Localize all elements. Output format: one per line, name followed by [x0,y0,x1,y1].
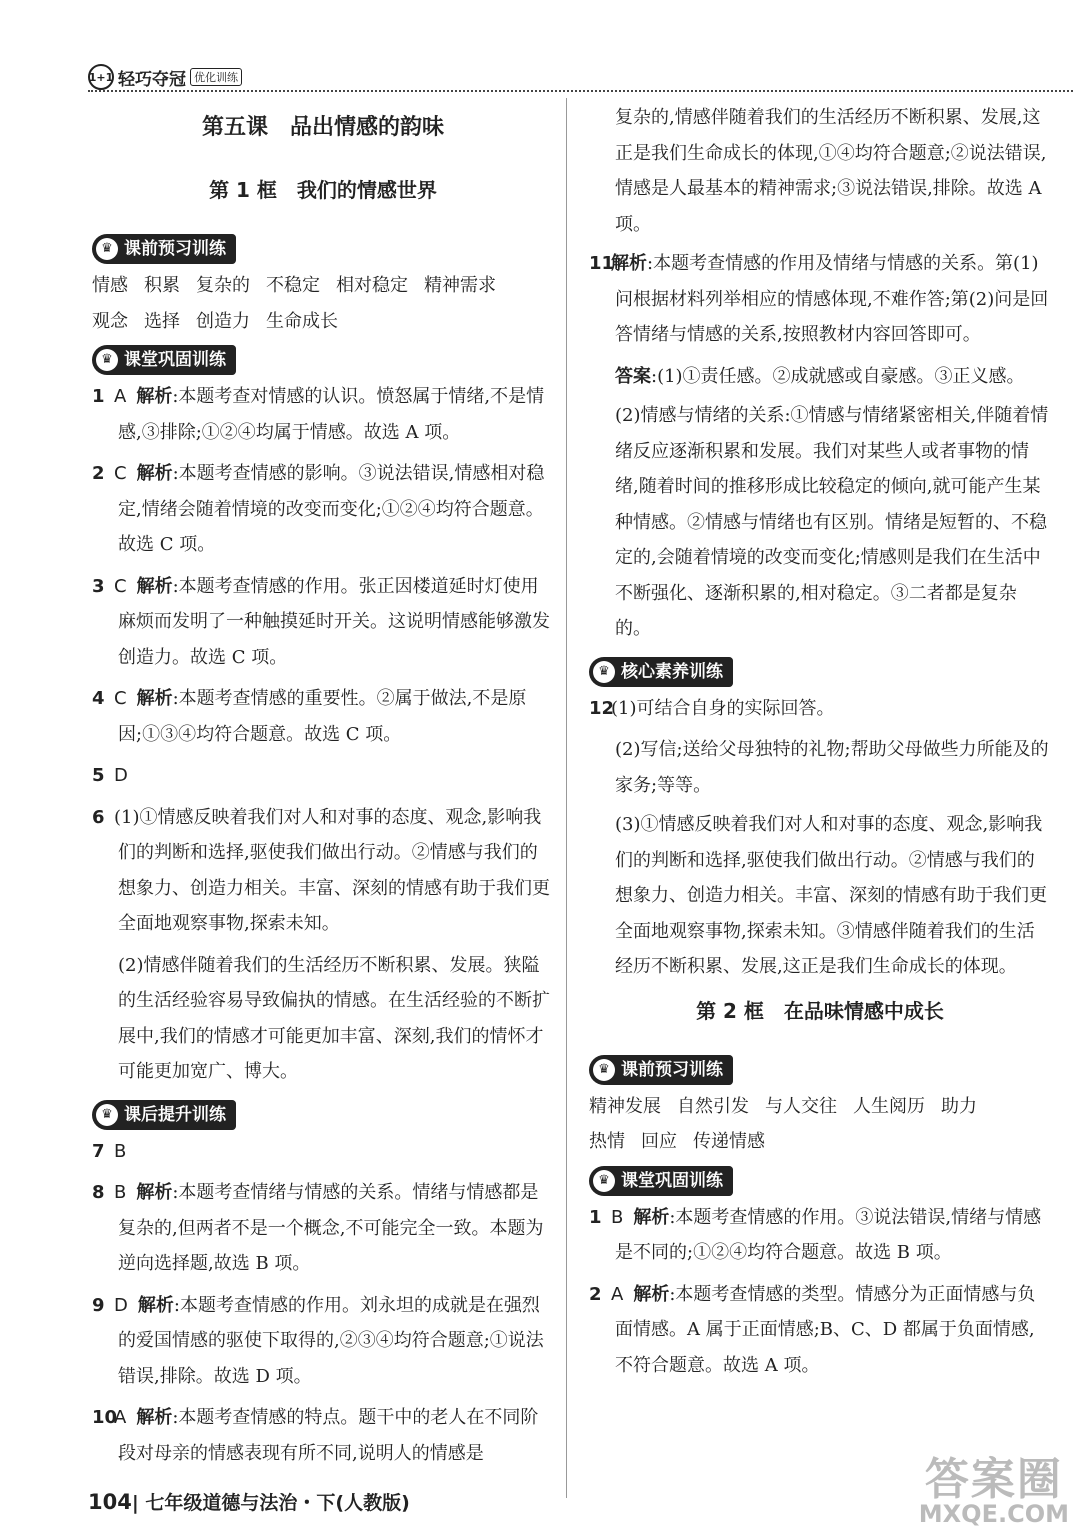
section-classroom-2: ♛ 课堂巩固训练 [589,1166,733,1196]
frame-title: 第 1 框 我们的情感世界 [209,178,437,202]
keyword-line: 热情 回应 传递情感 [589,1131,765,1152]
right-column [589,100,1051,1389]
answer-item: 5 D [92,765,128,786]
section-preview: ♛ 课前预习训练 [92,234,236,264]
brand-name: 轻巧夺冠 [118,69,186,90]
answer-item: 6 (1)①情感反映着我们对人和对事的态度、观念,影响我们的判断和选择,驱使我们做出行动。②情感与我们的想象力、创造力相关。丰富、深刻的情感有助于我们更全面地观察事物,探索未知。 [92,806,550,934]
crown-icon: ♛ [593,661,615,683]
keyword-line: 情感 积累 复杂的 不稳定 相对稳定 精神需求 [92,275,496,296]
book-title: 七年级道德与法治・下(人教版) [145,1492,410,1514]
brand-logo: 1+1 [88,64,114,90]
answer-item: 10A 解析:本题考查情感的特点。题干中的老人在不同阶段对母亲的情感表现有所不同,说明人的情感是 [92,1407,539,1464]
answer-paragraph: 复杂的,情感伴随着我们的生活经历不断积累、发展,这正是我们生命成长的体现,①④均符合题意;②说法错误,情感是人最基本的精神需求;③说法错误,排除。故选 A 项。 [615,107,1047,235]
answer-paragraph: 答案:(1)①责任感。②成就感或自豪感。③正义感。 [615,365,1025,387]
section-preview-2: ♛ 课前预习训练 [589,1055,733,1085]
answer-item: 7 B [92,1140,127,1162]
answer-item: 9 D 解析:本题考查情感的作用。刘永坦的成就是在强烈的爱国情感的驱使下取得的,②③④均符合题意;①说法错误,排除。故选 D 项。 [92,1294,544,1387]
crown-icon: ♛ [96,349,118,371]
crown-icon: ♛ [593,1170,615,1192]
answer-paragraph: (2)写信;送给父母独特的礼物;帮助父母做些力所能及的家务;等等。 [615,739,1049,796]
section-classroom: ♛ 课堂巩固训练 [92,345,236,375]
answer-item: 12(1)可结合自身的实际回答。 [589,697,835,719]
left-column [92,100,554,1477]
page-number: 104 [88,1490,132,1514]
answer-item: 11解析:本题考查情感的作用及情绪与情感的关系。第(1)问根据材料列举相应的情感体现,不难作答;第(2)问是回答情绪与情感的关系,按照教材内容回答即可。 [589,253,1049,345]
frame2-title: 第 2 框 在品味情感中成长 [696,998,944,1023]
watermark: 答案圈 MXQE.COM [918,1454,1069,1528]
lesson-title: 第五课 品出情感的韵味 [201,115,444,140]
crown-icon: ♛ [96,1104,118,1126]
answer-item: 8 B 解析:本题考查情绪与情感的关系。情绪与情感都是复杂的,但两者不是一个概念,不可能完全一致。本题为逆向选择题,故选 B 项。 [92,1182,544,1274]
header-rule [88,90,1073,92]
answer-item: 4 C 解析:本题考查情感的重要性。②属于做法,不是原因;①③④均符合题意。故选 C 项。 [92,688,527,745]
page-footer: 104| 七年级道德与法治・下(人教版) [88,1490,410,1514]
answer-item: 1 B 解析:本题考查情感的作用。③说法错误,情绪与情感是不同的;①②④均符合题意。故选 B 项。 [589,1206,1042,1263]
column-divider [566,98,567,1498]
answer-paragraph: (2)情感与情绪的关系:①情感与情绪紧密相关,伴随着情绪反应逐渐积累和发展。我们对某些人或者事物的情绪,随着时间的推移形成比较稳定的倾向,就可能产生某种情感。②情感与情绪也有区别。情绪是短暂的、不稳定的,会随着情境的改变而变化;情感则是我们在生活中不断强化、逐渐积累的,相对稳定。③二者都是复杂的。 [615,405,1049,639]
crown-icon: ♛ [96,238,118,260]
section-after-class: ♛ 课后提升训练 [92,1100,236,1130]
answer-item: 1 A 解析:本题考查对情感的认识。愤怒属于情绪,不是情感,③排除;①②④均属于情感。故选 A 项。 [92,386,545,443]
section-core: ♛ 核心素养训练 [589,657,733,687]
answer-item: 2 A 解析:本题考查情感的类型。情感分为正面情感与负面情感。A 属于正面情感;B、C、D 都属于负面情感,不符合题意。故选 A 项。 [589,1283,1036,1376]
answer-paragraph: (3)①情感反映着我们对人和对事的态度、观念,影响我们的判断和选择,驱使我们做出行动。②情感与我们的想象力、创造力相关。丰富、深刻的情感有助于我们更全面地观察事物,探索未知。③情感伴随着我们的生活经历不断积累、发展,这正是我们生命成长的体现。 [615,814,1047,977]
keyword-line: 精神发展 自然引发 与人交往 人生阅历 助力 [589,1095,977,1117]
answer-item: 2 C 解析:本题考查情感的影响。③说法错误,情感相对稳定,情绪会随着情境的改变而变化;①②④均符合题意。故选 C 项。 [92,463,545,555]
brand-sub: 优化训练 [190,68,242,86]
answer-paragraph: (2)情感伴随着我们的生活经历不断积累、发展。狭隘的生活经验容易导致偏执的情感。在生活经验的不断扩展中,我们的情感才可能更加丰富、深刻,我们的情怀才可能更加宽广、博大。 [118,954,550,1082]
keyword-line: 观念 选择 创造力 生命成长 [92,310,338,332]
crown-icon: ♛ [593,1059,615,1081]
answer-item: 3 C 解析:本题考查情感的作用。张正因楼道延时灯使用麻烦而发明了一种触摸延时开关。这说明情感能够激发创造力。故选 C 项。 [92,575,550,668]
header [88,62,242,92]
